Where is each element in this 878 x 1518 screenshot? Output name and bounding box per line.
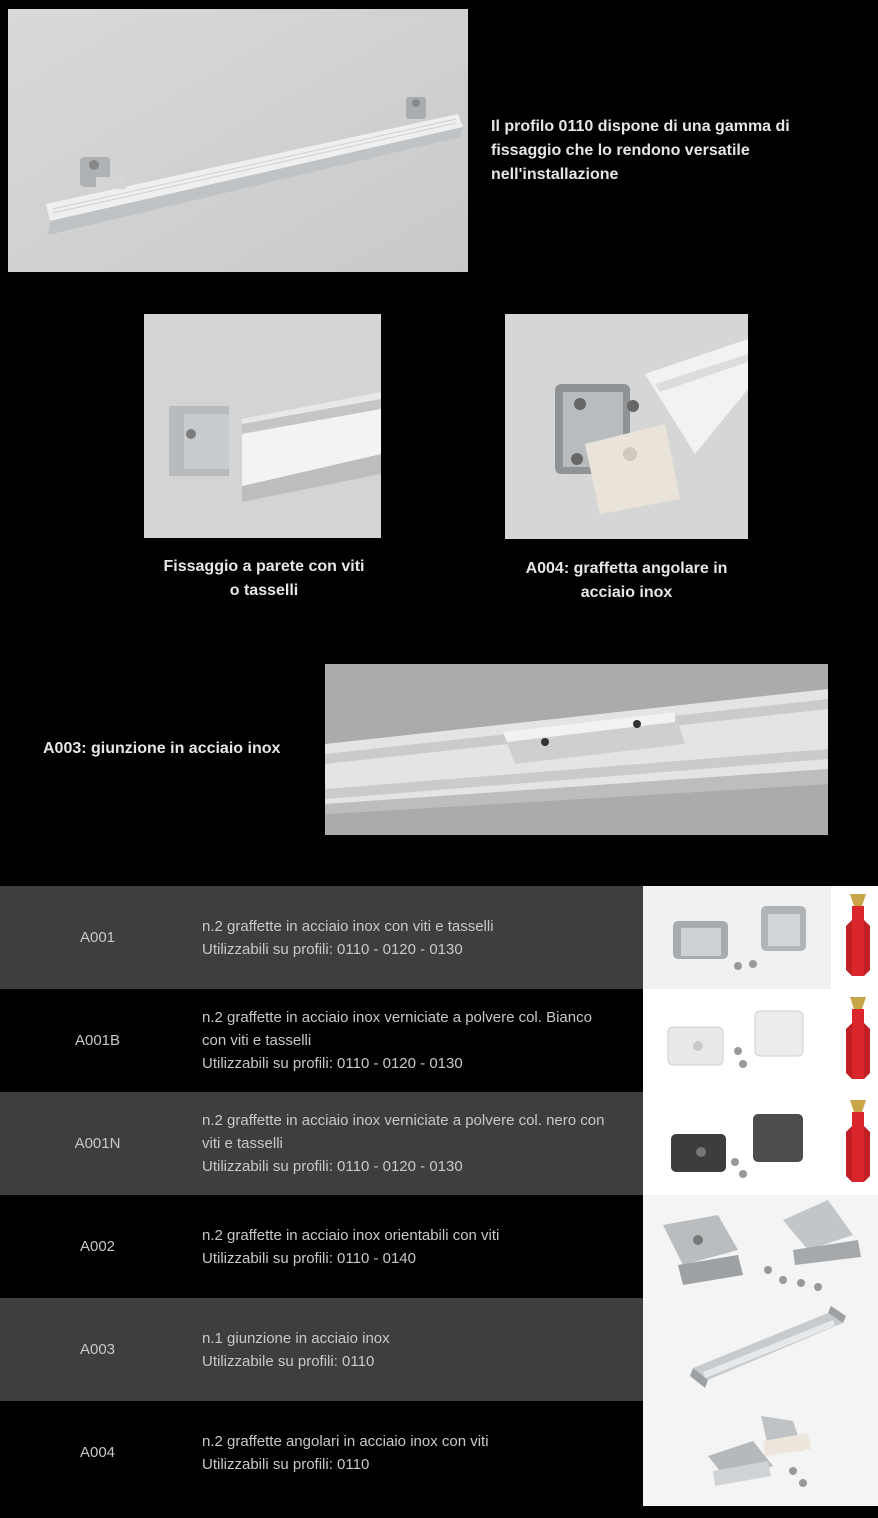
row-description-line: Utilizzabili su profili: 0110 <box>202 1455 370 1473</box>
row-description-line: Utilizzabili su profili: 0110 - 0120 - 0130 <box>202 940 463 958</box>
row-description <box>202 1401 642 1504</box>
row-description-line: n.2 graffette in acciaio inox verniciate a polvere col. Bianco <box>202 1009 592 1026</box>
table-row <box>0 1092 643 1195</box>
row-description-line: n.2 graffette angolari in acciaio inox con viti <box>202 1432 489 1450</box>
a004-caption-line: A004: graffetta angolare in <box>525 560 728 577</box>
row-description <box>202 1298 642 1401</box>
row-code: A003 <box>79 1341 116 1358</box>
intro-line: nell'installazione <box>491 166 619 183</box>
row-code: A002 <box>79 1238 116 1255</box>
row-description-line: Utilizzabile su profili: 0110 <box>202 1352 375 1370</box>
row-description-line: Utilizzabili su profili: 0110 - 0120 - 0130 <box>202 1158 463 1175</box>
row-description-line: viti e tasselli <box>202 1135 283 1152</box>
row-description-line: n.2 graffette in acciaio inox con viti e tasselli <box>202 917 494 935</box>
row-code: A001N <box>74 1135 121 1152</box>
row-code: A004 <box>79 1444 116 1461</box>
wall-fixing-caption <box>144 555 384 603</box>
row-description-line: n.2 graffette in acciaio inox verniciate a polvere col. nero con <box>202 1112 605 1129</box>
wall-fixing-caption-line: Fissaggio a parete con viti <box>163 558 365 575</box>
row-description-line: Utilizzabili su profili: 0110 - 0140 <box>202 1249 416 1267</box>
row-product-image <box>643 1195 878 1298</box>
a003-caption: A003: giunzione in acciaio inox <box>43 740 281 757</box>
hero-profile-photo <box>8 9 468 272</box>
row-description <box>202 886 642 989</box>
row-description-line: n.1 giunzione in acciaio inox <box>202 1329 390 1347</box>
wall-fixing-photo <box>144 314 381 538</box>
intro-line: fissaggio che lo rendono versatile <box>491 142 750 159</box>
table-row <box>0 1298 643 1401</box>
wall-fixing-caption-line: o tasselli <box>229 582 299 599</box>
row-description <box>202 1092 642 1195</box>
row-code: A001 <box>79 929 116 946</box>
table-row <box>0 886 643 989</box>
intro-text <box>491 115 851 187</box>
intro-line: Il profilo 0110 dispone di una gamma di <box>491 118 790 135</box>
row-description <box>202 1195 642 1298</box>
a004-caption <box>505 557 748 605</box>
row-code: A001B <box>74 1032 121 1049</box>
row-product-image <box>643 1401 878 1506</box>
row-description-line: con viti e tasselli <box>202 1032 312 1049</box>
row-product-image <box>643 1092 878 1195</box>
row-product-image <box>643 1298 878 1401</box>
table-row <box>0 1401 643 1504</box>
a004-angle-clip-photo <box>505 314 748 539</box>
table-row <box>0 1195 643 1298</box>
row-product-image <box>643 989 878 1092</box>
table-row <box>0 989 643 1092</box>
row-description <box>202 989 642 1092</box>
a003-joint-photo <box>325 664 828 835</box>
row-description-line: n.2 graffette in acciaio inox orientabili con viti <box>202 1226 500 1244</box>
row-description-line: Utilizzabili su profili: 0110 - 0120 - 0130 <box>202 1055 463 1072</box>
a004-caption-line: acciaio inox <box>580 584 673 601</box>
row-product-image <box>643 886 878 989</box>
